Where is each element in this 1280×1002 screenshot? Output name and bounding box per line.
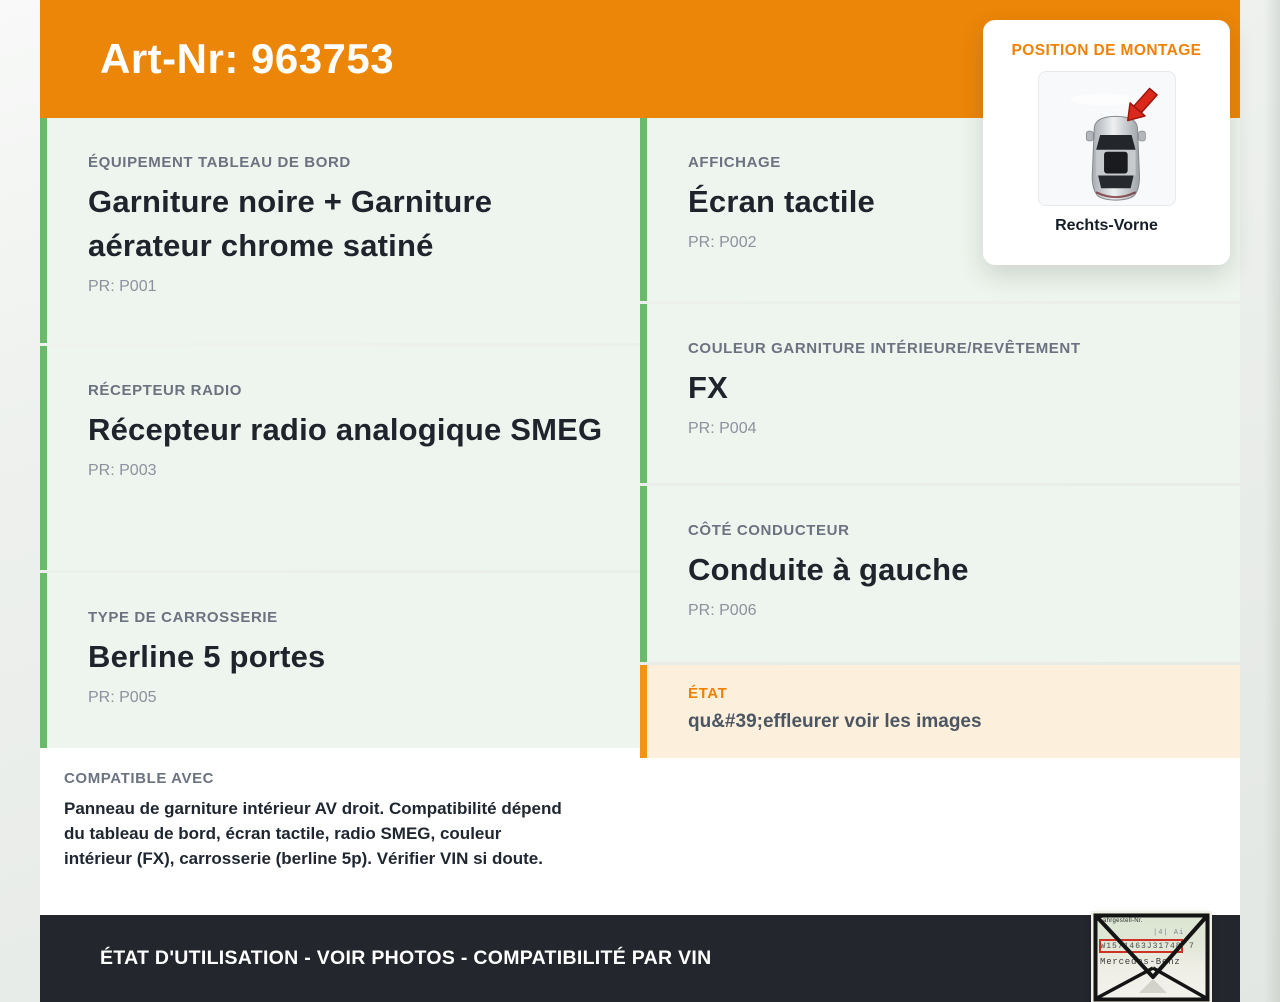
spec-pr-code: PR: P004 (688, 420, 757, 437)
spec-pr-code: PR: P006 (688, 602, 757, 619)
spec-pr-code: PR: P002 (688, 234, 757, 251)
document-label: Fahrgestell-Nr. (1099, 918, 1143, 924)
spec-value: FX (688, 370, 729, 405)
spec-card-radio (40, 346, 640, 570)
spec-label: COULEUR GARNITURE INTÉRIEURE/REVÊTEMENT (688, 340, 1081, 357)
spec-value: Conduite à gauche (688, 552, 969, 587)
car-top-view-icon (1039, 72, 1175, 205)
vin-text: W1571463J31748 (1100, 941, 1182, 951)
condition-card (640, 665, 1240, 758)
spec-card-carrosserie (40, 573, 640, 748)
spec-value: Berline 5 portes (88, 639, 326, 674)
condition-label: ÉTAT (688, 685, 728, 702)
spec-card-couleur (640, 304, 1240, 483)
brand-text: Mercedes-Benz (1100, 957, 1181, 967)
condition-text: qu&#39;effleurer voir les images (688, 711, 982, 732)
spec-label: TYPE DE CARROSSERIE (88, 609, 278, 626)
spec-label: AFFICHAGE (688, 154, 781, 171)
compatibility-text: Panneau de garniture intérieur AV droit. Compatibilité dépend du tableau de bord, écran tactile, radio SMEG, couleur intérieur (FX), carrosserie (berline 5p). Vérifier VIN si doute. (64, 799, 562, 868)
bottom-white-area (640, 758, 1240, 915)
vin-document-stamp (1093, 913, 1210, 1002)
spec-value: Récepteur radio analogique SMEG (88, 412, 603, 447)
spec-card-conducteur (640, 486, 1240, 662)
spec-label: CÔTÉ CONDUCTEUR (688, 522, 850, 539)
spec-value: Écran tactile (688, 184, 875, 219)
page-title: Art-Nr: 963753 (100, 35, 395, 82)
footer-text: ÉTAT D'UTILISATION - VOIR PHOTOS - COMPATIBILITÉ PAR VIN (100, 947, 712, 969)
spec-pr-code: PR: P005 (88, 689, 157, 706)
compatibility-card (40, 748, 640, 915)
document-fragment-text: |4| Ai (1153, 929, 1185, 937)
left-column (40, 118, 640, 915)
spec-pr-code: PR: P003 (88, 462, 157, 479)
compatibility-label: COMPATIBLE AVEC (64, 770, 215, 787)
spec-card-equipement (40, 118, 640, 343)
spec-label: ÉQUIPEMENT TABLEAU DE BORD (88, 154, 351, 171)
spec-pr-code: PR: P001 (88, 278, 157, 295)
car-image-frame (1038, 71, 1176, 206)
red-arrow-icon (1127, 88, 1156, 120)
spec-value: Garniture noire + Garniture aérateur chrome satiné (88, 184, 493, 263)
spec-label: RÉCEPTEUR RADIO (88, 382, 243, 399)
vin-suffix-text: 7 (1189, 942, 1194, 951)
envelope-icon (1093, 913, 1210, 1002)
mounting-position-label: POSITION DE MONTAGE (1011, 42, 1202, 59)
mounting-position-card (983, 20, 1230, 265)
mounting-position-value: Rechts-Vorne (1055, 217, 1158, 234)
footer-bar (40, 915, 1240, 1002)
